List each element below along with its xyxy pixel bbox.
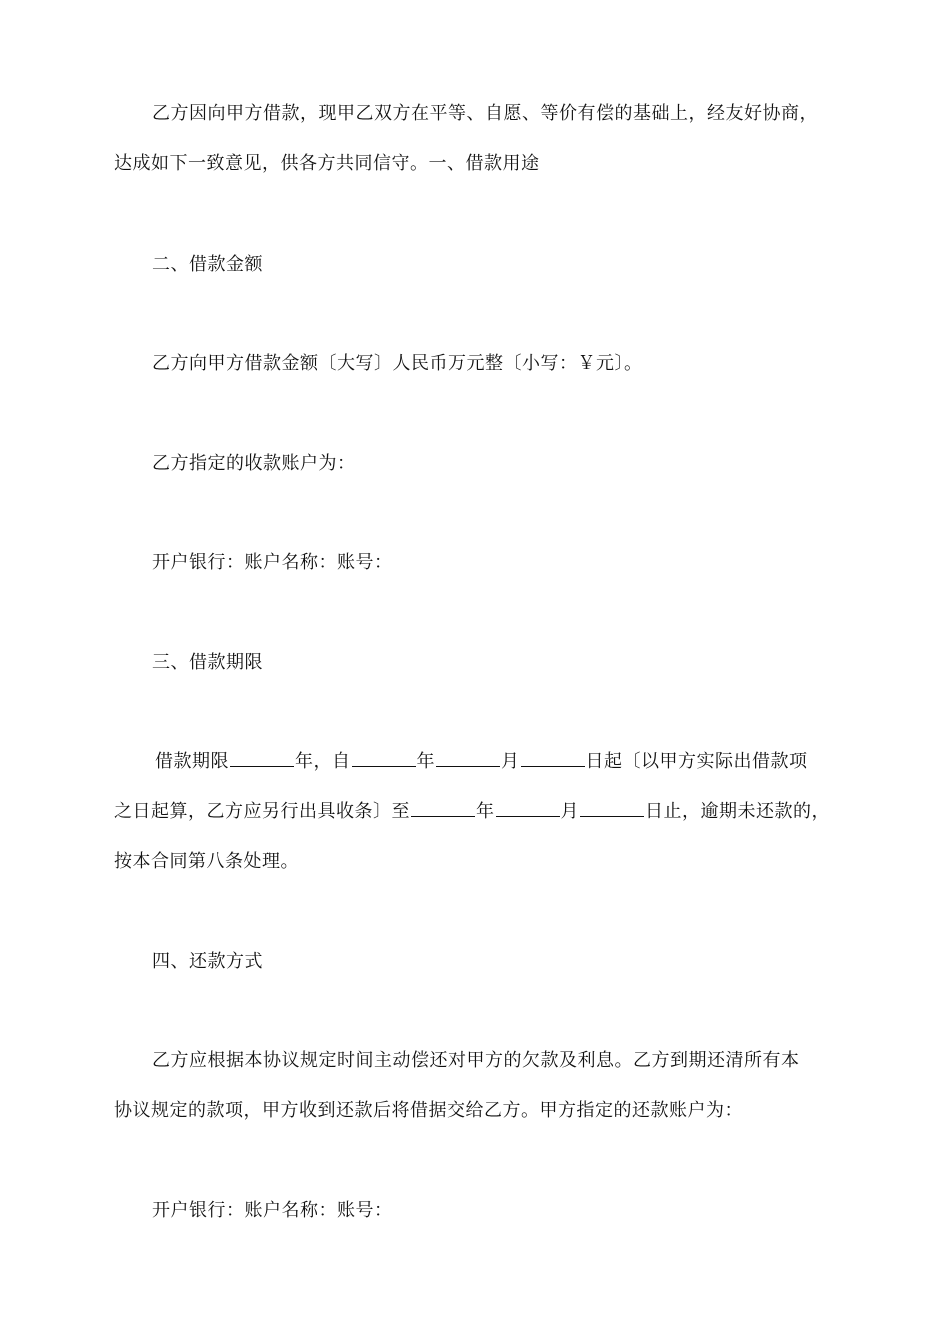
year-label: 年 [476,801,495,822]
section-3-from-label: 年，自 [295,751,351,772]
intro-line-1: 乙方因向甲方借款，现甲乙双方在平等、自愿、等价有偿的基础上，经友好协商， [152,103,818,124]
section-3-line-1 [155,750,808,774]
section-4-heading: 四、还款方式 [152,951,263,972]
section-3-until-label: 之日起算，乙方应另行出具收条〕至 [114,801,410,822]
year-label: 年 [416,751,435,772]
section-4-line-1: 乙方应根据本协议规定时间主动偿还对甲方的欠款及利息。乙方到期还清所有本 [152,1050,800,1071]
section-3-end-note: 日止，逾期未还款的， [645,801,830,822]
section-4-bank-info: 开户银行：账户名称：账号： [152,1200,393,1221]
section-3-heading: 三、借款期限 [152,652,263,673]
month-label: 月 [501,751,520,772]
section-3-start-note: 日起〔以甲方实际出借款项 [585,751,808,772]
start-year-blank[interactable] [352,750,416,767]
end-month-blank[interactable] [496,800,560,817]
start-month-blank[interactable] [436,750,500,767]
section-2-heading: 二、借款金额 [152,254,263,275]
section-3-term-label: 借款期限 [155,751,229,772]
section-3-line-3: 按本合同第八条处理。 [114,851,299,872]
section-4-line-2: 协议规定的款项，甲方收到还款后将借据交给乙方。甲方指定的还款账户为： [114,1100,743,1121]
section-2-amount: 乙方向甲方借款金额〔大写〕人民币万元整〔小写：￥元〕。 [152,353,643,374]
start-day-blank[interactable] [521,750,585,767]
month-label: 月 [560,801,579,822]
term-years-blank[interactable] [230,750,294,767]
section-2-account-intro: 乙方指定的收款账户为： [152,453,356,474]
end-year-blank[interactable] [411,800,475,817]
section-3-line-2 [114,800,830,824]
end-day-blank[interactable] [580,800,644,817]
section-2-bank-info: 开户银行：账户名称：账号： [152,552,393,573]
intro-line-2: 达成如下一致意见，供各方共同信守。一、借款用途 [114,153,540,174]
